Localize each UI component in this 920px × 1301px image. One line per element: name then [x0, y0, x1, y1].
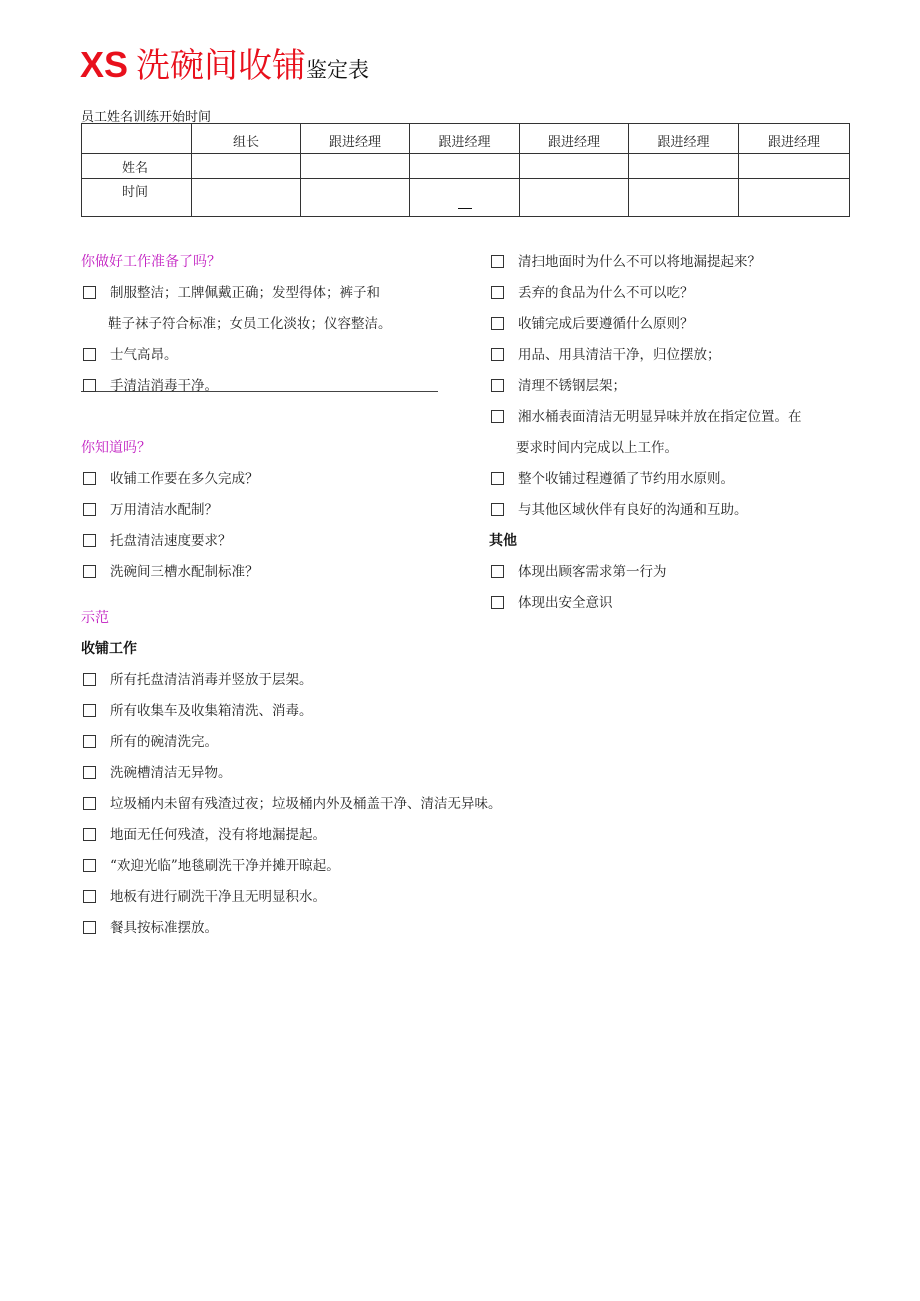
- checklist-item-continuation: 鞋子袜子符合标准；女员工化淡妆；仪容整洁。: [108, 316, 392, 332]
- checklist-item: 整个收铺过程遵循了节约用水原则。: [489, 467, 849, 498]
- checklist-item: 士气高昂。: [81, 343, 461, 374]
- checklist-item: 体现出安全意识: [489, 591, 849, 622]
- table-header-cell: 跟进经理: [520, 124, 629, 154]
- checkbox[interactable]: [83, 503, 96, 516]
- table-cell-input[interactable]: [410, 179, 520, 217]
- checklist-item: 所有收集车及收集箱清洗、消毒。: [81, 699, 461, 730]
- checkbox[interactable]: [491, 255, 504, 268]
- table-cell-input[interactable]: [739, 154, 850, 179]
- checklist-item: 垃圾桶内未留有残渣过夜；垃圾桶内外及桶盖干净、清洁无异味。: [81, 792, 601, 823]
- section-heading-demonstration: 示范: [81, 610, 109, 626]
- checklist-item: 收铺完成后要遵循什么原则？: [489, 312, 849, 343]
- checklist-item: 与其他区域伙伴有良好的沟通和互助。: [489, 498, 849, 529]
- checklist-item: 制服整洁；工牌佩戴正确；发型得体；裤子和: [81, 281, 461, 312]
- right-column: [489, 250, 849, 622]
- checkbox[interactable]: [83, 673, 96, 686]
- checklist-item: 万用清洁水配制？: [81, 498, 461, 529]
- checklist-item: “欢迎光临”地毯刷洗干净并摊开晾起。: [81, 854, 461, 885]
- table-cell-input[interactable]: [629, 154, 739, 179]
- row-label-time: 时间: [82, 179, 192, 217]
- checklist-item: 用品、用具清洁干净，归位摆放；: [489, 343, 849, 374]
- checkbox[interactable]: [491, 317, 504, 330]
- checklist-item: 洗碗槽清洁无异物。: [81, 761, 461, 792]
- checkbox[interactable]: [491, 503, 504, 516]
- table-cell-input[interactable]: [629, 179, 739, 217]
- table-cell-input[interactable]: [520, 154, 629, 179]
- checklist-item: 餐具按标准摆放。: [81, 916, 461, 947]
- checkbox[interactable]: [491, 348, 504, 361]
- checkbox[interactable]: [83, 534, 96, 547]
- checklist-item: 清理不锈钢层架；: [489, 374, 849, 405]
- checklist-item: 托盘清洁速度要求？: [81, 529, 461, 560]
- table-cell-input[interactable]: [301, 179, 410, 217]
- checklist-item: 所有的碗清洗完。: [81, 730, 461, 761]
- checkbox[interactable]: [491, 286, 504, 299]
- checkbox[interactable]: [491, 472, 504, 485]
- table-cell-input[interactable]: [301, 154, 410, 179]
- checklist-item: 收铺工作要在多久完成？: [81, 467, 461, 498]
- subheading-closing-work: 收铺工作: [81, 641, 137, 657]
- table-cell-input[interactable]: [192, 179, 301, 217]
- checkbox[interactable]: [83, 565, 96, 578]
- checkbox[interactable]: [83, 921, 96, 934]
- checklist-item: 地面无任何残渣，没有将地漏提起。: [81, 823, 461, 854]
- checklist-item: 洗碗间三槽水配制标准？: [81, 560, 461, 591]
- checkbox[interactable]: [83, 348, 96, 361]
- checklist-item: 体现出顾客需求第一行为: [489, 560, 849, 591]
- table-header-cell: 跟进经理: [410, 124, 520, 154]
- section-heading-other: 其他: [489, 533, 517, 549]
- checkbox[interactable]: [491, 379, 504, 392]
- checkbox[interactable]: [83, 859, 96, 872]
- row-label-name: 姓名: [82, 154, 192, 179]
- table-cell-input[interactable]: [192, 154, 301, 179]
- table-cell-input[interactable]: [739, 179, 850, 217]
- checkbox[interactable]: [83, 286, 96, 299]
- table-header-cell: [82, 124, 192, 154]
- table-header-cell: 跟进经理: [301, 124, 410, 154]
- checkbox[interactable]: [83, 704, 96, 717]
- checkbox[interactable]: [83, 828, 96, 841]
- checklist-item-continuation: 要求时间内完成以上工作。: [516, 440, 678, 456]
- subheader: 员工姓名训练开始时间: [81, 110, 212, 125]
- title-main: 洗碗间收铺: [136, 46, 307, 86]
- checklist-item: 清扫地面时为什么不可以将地漏提起来？: [489, 250, 849, 281]
- checkbox[interactable]: [83, 890, 96, 903]
- table-header-cell: 跟进经理: [629, 124, 739, 154]
- table-row-time: [82, 179, 850, 217]
- checkbox[interactable]: [83, 766, 96, 779]
- document-title: [80, 38, 369, 87]
- section-heading-preparation: 你做好工作准备了吗？: [81, 254, 221, 270]
- left-column: [81, 250, 502, 947]
- checkbox[interactable]: [83, 379, 96, 392]
- checklist-item: 手清洁消毒干净。: [81, 374, 461, 405]
- checklist-item: 丢弃的食品为什么不可以吃？: [489, 281, 849, 312]
- checklist-item: 地板有进行刷洗干净且无明显积水。: [81, 885, 461, 916]
- checklist-item: 湘水桶表面清洁无明显异味并放在指定位置。在: [489, 405, 849, 436]
- title-suffix: 鉴定表: [306, 58, 370, 82]
- checkbox[interactable]: [83, 472, 96, 485]
- checkbox[interactable]: [83, 735, 96, 748]
- checkbox[interactable]: [491, 565, 504, 578]
- checklist-item: 所有托盘清洁消毒并竖放于层架。: [81, 668, 461, 699]
- checkbox[interactable]: [491, 596, 504, 609]
- table-header-cell: 组长: [192, 124, 301, 154]
- checkbox[interactable]: [491, 410, 504, 423]
- section-heading-knowledge: 你知道吗？: [81, 440, 151, 456]
- table-cell-input[interactable]: [520, 179, 629, 217]
- table-header-row: [82, 124, 850, 154]
- table-header-cell: 跟进经理: [739, 124, 850, 154]
- dash-mark: [458, 208, 472, 209]
- checkbox[interactable]: [83, 797, 96, 810]
- table-row-name: [82, 154, 850, 179]
- title-prefix: XS: [80, 44, 129, 85]
- evaluation-table: [81, 123, 850, 217]
- table-cell-input[interactable]: [410, 154, 520, 179]
